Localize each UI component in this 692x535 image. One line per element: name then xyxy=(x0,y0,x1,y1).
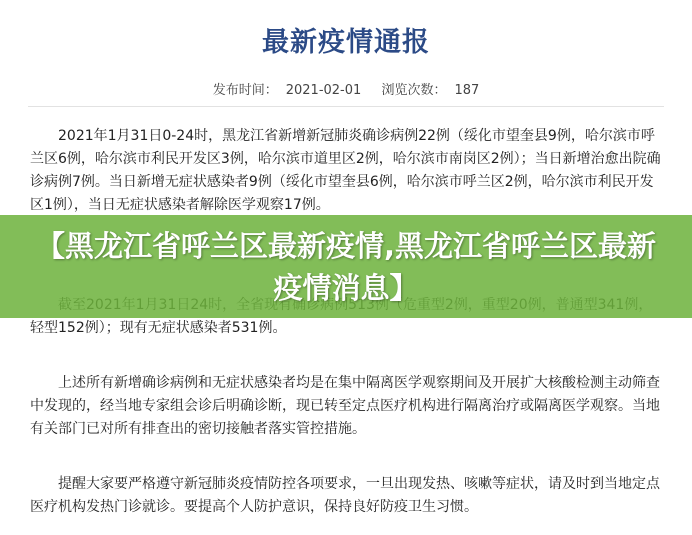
publish-date: 2021-02-01 xyxy=(285,83,362,98)
banner-headline: 【黑龙江省呼兰区最新疫情,黑龙江省呼兰区最新疫情消息】 xyxy=(35,228,657,305)
paragraph-current-cases: 轻型152例）；现有无症状感染者531例。 xyxy=(30,320,287,336)
article-meta xyxy=(0,79,692,98)
publish-info xyxy=(209,83,366,98)
views-label: 浏览次数： xyxy=(381,83,447,98)
views-info xyxy=(377,83,483,98)
publish-label: 发布时间： xyxy=(212,83,278,98)
views-count: 187 xyxy=(454,83,480,98)
paragraph-detection: 上述所有新增确诊病例和无症状感染者均是在集中隔离医学观察期间及开展扩大核酸检测主动筛查中发现的，经当地专家组会诊后明确诊断，现已转至定点医疗机构进行隔离治疗或隔离医学观察。当地有关部门已对所有排查出的密切接触者落实管控措施。 xyxy=(30,375,660,437)
title-divider xyxy=(28,106,664,107)
page-title: 最新疫情通报 xyxy=(262,27,430,58)
headline-banner xyxy=(0,215,692,318)
paragraph-reminder: 提醒大家要严格遵守新冠肺炎疫情防控各项要求，一旦出现发热、咳嗽等症状，请及时到当地定点医疗机构发热门诊就诊。要提高个人防护意识，保持良好防疫卫生习惯。 xyxy=(30,476,660,515)
paragraph-new-cases: 2021年1月31日0-24时，黑龙江省新增新冠肺炎确诊病例22例（绥化市望奎县9例，哈尔滨市呼兰区6例，哈尔滨市利民开发区3例，哈尔滨市道里区2例，哈尔滨市南岗区2例）；当日新增治愈出院确诊病例7例。当日新增无症状感染者9例（绥化市望奎县6例，哈尔滨市呼兰区2例，哈尔滨市利民开发区1例），当日无症状感染者解除医学观察17例。 xyxy=(30,128,661,213)
